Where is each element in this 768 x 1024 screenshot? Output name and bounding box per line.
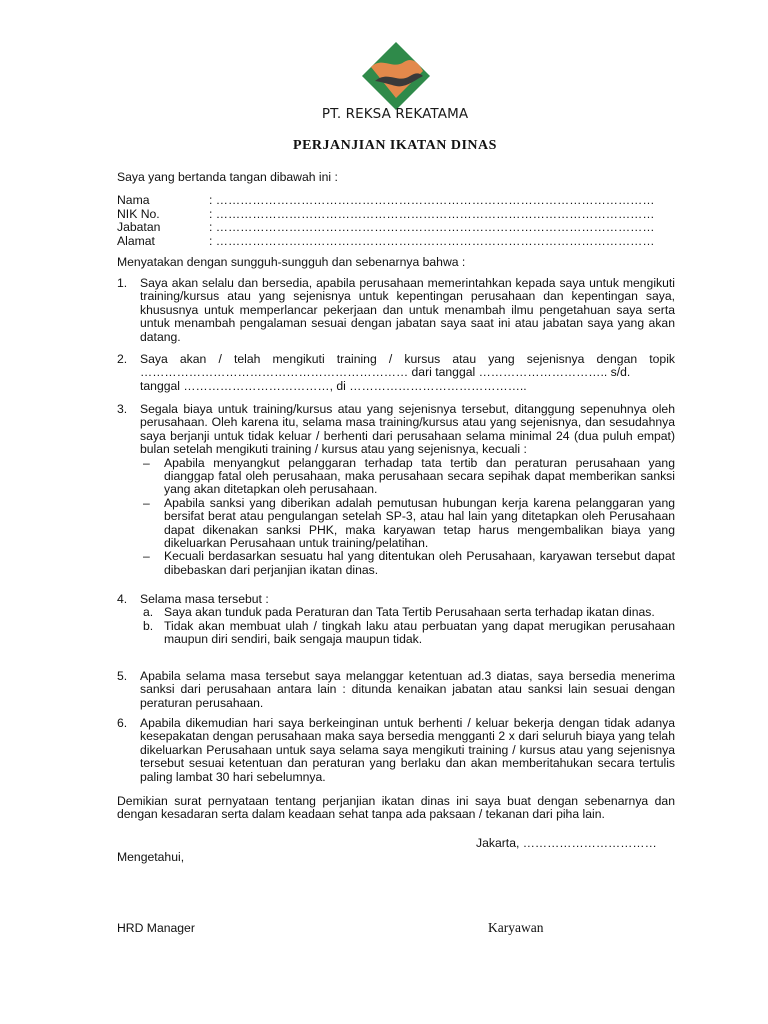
sub-item [140, 620, 675, 647]
field-blank: : ……………………………………………………………………………………………… [209, 234, 655, 248]
clause-text: Saya akan / telah mengikuti training / kursus atau yang sejenisnya dengan topik [140, 352, 675, 366]
clause-2 [117, 353, 675, 393]
field-nik [117, 208, 675, 222]
field-blank: : ……………………………………………………………………………………………… [209, 207, 655, 221]
place-date: Jakarta, …………………………… [476, 836, 657, 850]
clause-3 [117, 403, 675, 577]
clause-text: Segala biaya untuk training/kursus atau yang sejenisnya tersebut, ditanggung sepenuhnya oleh perusahaan. Oleh karena itu, selama masa training/kursus atau yang sejenisnya, dan sesudahnya saya berjanji untuk tidak keluar / berhenti dari perusahaan selama minimal 24 (dua puluh empat) bulan setelah mengikuti training / kursus atau yang sejenisnya, kecuali : [140, 402, 675, 457]
sub-bullet: – [143, 495, 150, 510]
clause-text: Apabila selama masa tersebut saya melanggar ketentuan ad.3 diatas, saya bersedia menerima sanksi dari perusahaan antara lain : ditunda kenaikan jabatan atau sanksi lain sesuai dengan peraturan perusahaan. [140, 669, 675, 710]
clause-text: Apabila dikemudian hari saya berkeinginan untuk berhenti / keluar bekerja dengan tidak adanya kesepakatan dengan perusahaan maka saya bersedia mengganti 2 x dari seluruh biaya yang telah dikeluarkan Perusahaan untuk saya selama saya mengikuti training / kursus atau yang sejenisnya tersebut sesuai ketentuan dan peraturan yang berlaku dan akan memberitahukan secara tertulis paling lambat 30 hari sebelumnya. [140, 716, 675, 784]
sub-text: Apabila menyangkut pelanggaran terhadap tata tertib dan peraturan perusahaan yang dianggap fatal oleh perusahaan, maka perusahaan secara sepihak dapat memberikan sanksi yang akan ditetapkan oleh perusahaan. [164, 455, 675, 497]
sub-text: Kecuali berdasarkan sesuatu hal yang ditentukan oleh Perusahaan, karyawan tersebut dapat dibebaskan dari perjanjian ikatan dinas. [164, 549, 675, 577]
clause-number: 3. [117, 402, 128, 416]
sub-bullet: – [143, 455, 150, 470]
document-title: PERJANJIAN IKATAN DINAS [293, 138, 497, 153]
clause-number: 2. [117, 352, 128, 366]
clause-1 [117, 277, 675, 344]
sub-item [140, 550, 675, 577]
clause-4 [117, 593, 675, 647]
clause-blank-date: tanggal ………………………………, di …………………………………….. [140, 378, 527, 393]
clause-text: Saya akan selalu dan bersedia, apabila perusahaan memerintahkan kepada saya untuk mengikuti training/kursus atau yang sejenisnya untuk kepentingan perusahaan dan kepentingan saya, khususnya untuk memperlancar pekerjaan dan untuk menambah ilmu pengetahuan saya serta untuk menambah pengalaman sesuai dengan jabatan saya saat ini atau jabatan saya yang akan datang. [140, 276, 675, 344]
field-label: NIK No. [117, 206, 160, 221]
clause-number: 5. [117, 669, 128, 683]
statement-text: Menyatakan dengan sungguh-sungguh dan sebenarnya bahwa : [117, 255, 466, 269]
closing-paragraph: Demikian surat pernyataan tentang perjanjian ikatan dinas ini saya buat dengan sebenarnya dan dengan kesadaran serta dalam keadaan sehat tanpa ada paksaan / tekanan dari piha lain. [117, 794, 675, 822]
sub-item [140, 457, 675, 497]
sub-text: Tidak akan membuat ulah / tingkah laku atau perbuatan yang dapat merugikan perusahaan maupun diri sendiri, baik sengaja maupun tidak. [164, 618, 675, 647]
clause-text: Selama masa tersebut : [140, 592, 269, 606]
sub-bullet: – [143, 549, 150, 564]
clause-number: 6. [117, 716, 128, 730]
clause-number: 1. [117, 276, 128, 290]
sub-text: Saya akan tunduk pada Peraturan dan Tata Tertib Perusahaan serta terhadap ikatan dinas. [164, 605, 655, 620]
field-blank: : ……………………………………………………………………………………………… [209, 194, 655, 207]
signature-karyawan: Karyawan [488, 920, 544, 935]
field-nama [117, 194, 675, 208]
signature-hrd-manager: HRD Manager [117, 921, 195, 935]
field-label: Jabatan [117, 220, 161, 234]
sub-text: Apabila sanksi yang diberikan adalah pemutusan hubungan kerja karena pelanggaran yang bersifat berat atau pengulangan setelah SP-3, atau hal lain yang ditetapkan oleh Perusahaan dapat dikenakan sanksi PHK, maka karyawan tetap harus mengembalikan biaya yang dikeluarkan Perusahaan untuk training/pelatihan. [164, 495, 675, 551]
intro-text: Saya yang bertanda tangan dibawah ini : [117, 170, 338, 184]
sub-item [140, 606, 675, 619]
sub-letter: a. [143, 605, 154, 620]
clause-number: 4. [117, 592, 128, 606]
company-logo [360, 40, 432, 112]
identity-fields [117, 194, 675, 248]
sub-item [140, 497, 675, 551]
sub-letter: b. [143, 618, 154, 633]
field-alamat [117, 235, 675, 249]
field-jabatan [117, 221, 675, 235]
clause-6 [117, 717, 675, 784]
company-name: PT. REKSA REKATAMA [321, 106, 469, 122]
field-blank: : ……………………………………………………………………………………………… [209, 221, 655, 234]
clause-blank-topic: ………………………………………………………… dari tanggal ………………………….. s/d. [140, 365, 631, 380]
clause-5 [117, 670, 675, 710]
acknowledged-label: Mengetahui, [117, 850, 185, 864]
field-label: Alamat [117, 233, 155, 248]
field-label: Nama [117, 193, 150, 207]
